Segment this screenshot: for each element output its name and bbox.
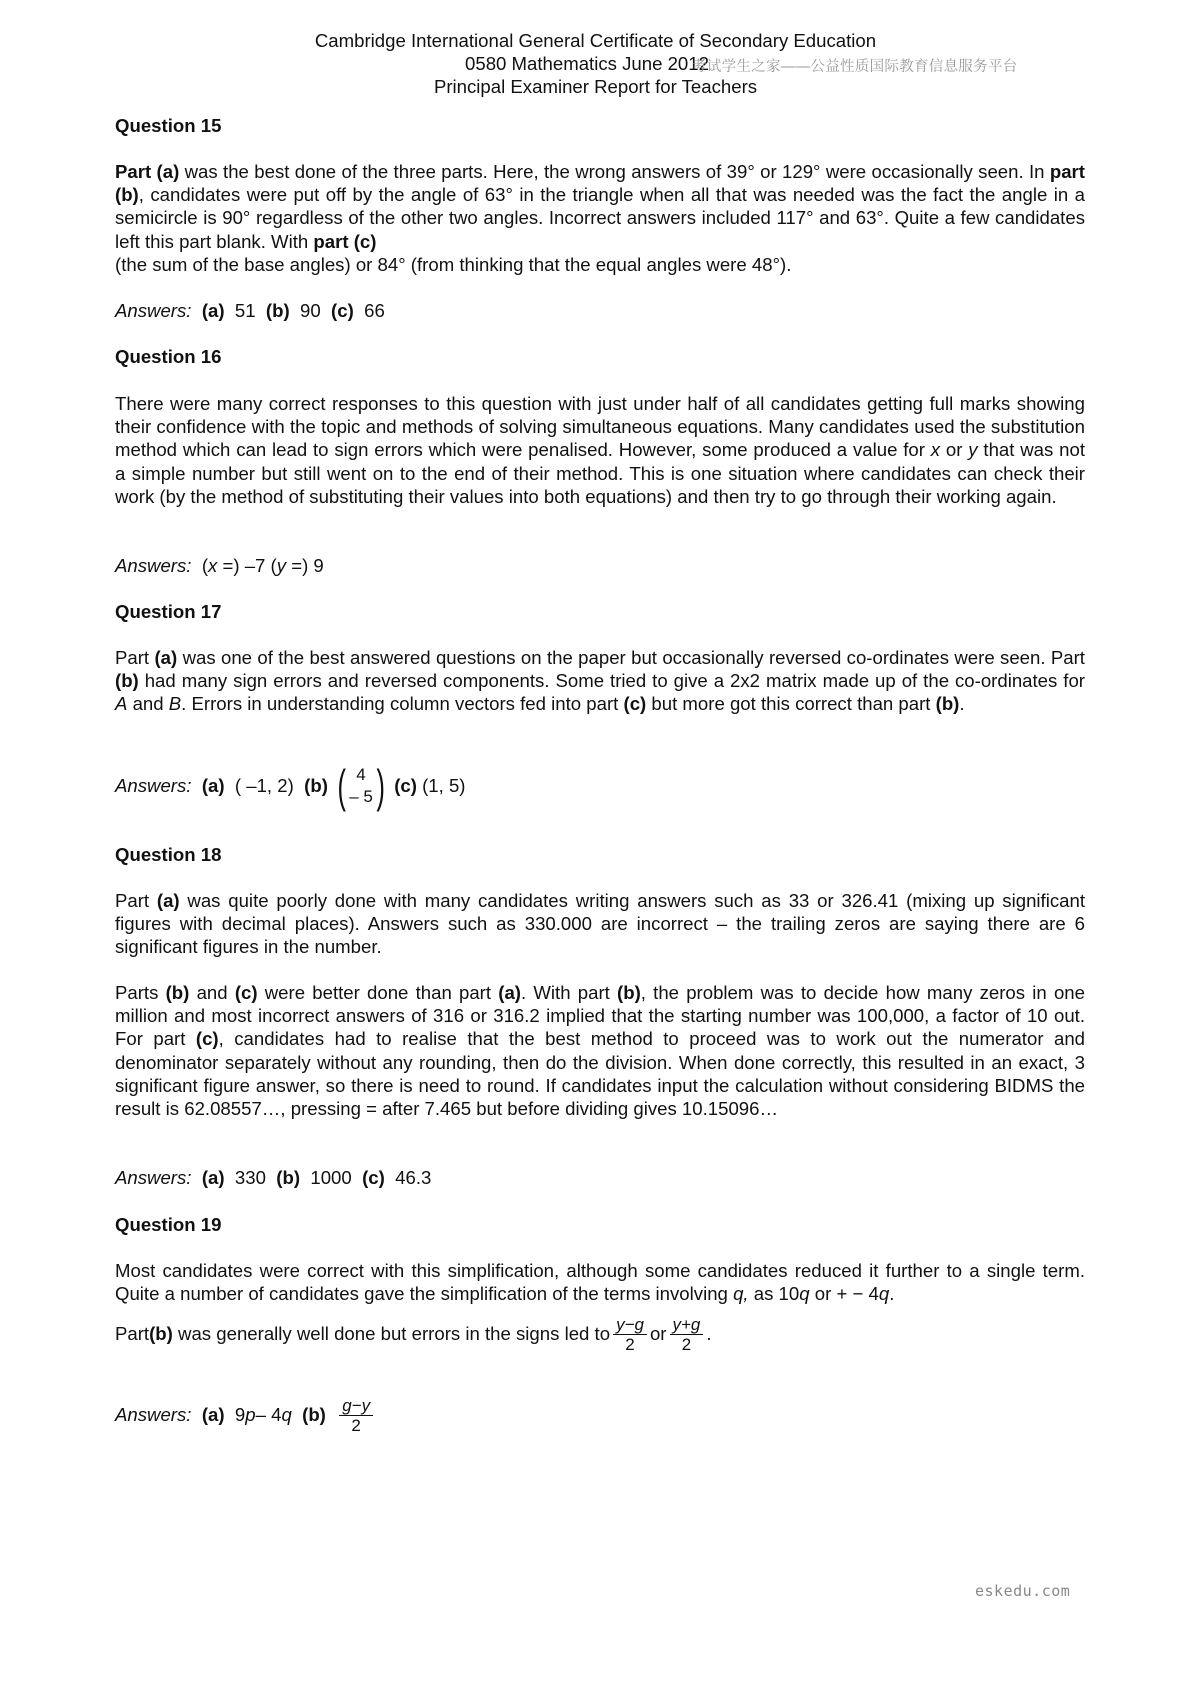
q19-paragraph2: [115, 1312, 1085, 1356]
q18-text: , the problem was to decide how many zeros in one million and most incorrect answers of 316 or 316.2 implied that the starting number was 100,000, a factor of 10 out. For part: [115, 982, 1085, 1050]
answer-part-label: (c): [394, 775, 417, 797]
answer-text: 9: [234, 1404, 246, 1426]
q18-part-b: (b): [617, 982, 641, 1003]
fraction-denominator: 2: [681, 1334, 692, 1354]
q18-text: and: [189, 982, 235, 1003]
answer-part-label: (a): [201, 1167, 225, 1188]
q19-part-b: (b): [149, 1323, 173, 1345]
q17-text: Part: [115, 647, 155, 668]
q16-text: or: [940, 439, 969, 461]
fraction-numerator: y+g: [670, 1315, 704, 1335]
q17-text: and: [127, 693, 169, 715]
q19-text: .: [706, 1323, 712, 1345]
answer-part-label: (a): [201, 775, 225, 797]
q15-part-a: Part (a): [115, 161, 180, 182]
var-q: q,: [733, 1283, 749, 1305]
q18-part-a: (a): [498, 982, 521, 1003]
answers-label: Answers:: [115, 1404, 192, 1426]
var-q: q: [799, 1283, 810, 1305]
q19-text: or + − 4: [809, 1283, 879, 1305]
var-y: y: [276, 555, 287, 576]
answer-text: =) 9: [286, 555, 324, 576]
answer-value: 51: [234, 300, 256, 321]
q15-title: Question 15: [115, 115, 222, 136]
fraction-numerator: y−g: [613, 1315, 647, 1335]
answers-label: Answers:: [115, 775, 192, 797]
q17-part-c: (c): [623, 693, 647, 715]
report-header-line2: 0580 Mathematics June 2012: [465, 53, 709, 74]
var-y: y: [968, 439, 978, 461]
q18-title: Question 18: [115, 844, 222, 865]
answer-part-label: (a): [201, 1404, 225, 1426]
q15-paragraph: [115, 160, 1085, 276]
var-x: x: [930, 439, 941, 461]
q16-paragraph: [115, 392, 1085, 508]
fraction-y-minus-g: [613, 1315, 647, 1354]
q17-part-b: (b): [115, 670, 139, 692]
q16-answers: [115, 554, 1085, 577]
q17-part-a: (a): [154, 647, 178, 668]
q17-text: .: [959, 693, 965, 715]
answer-text: (: [201, 555, 209, 576]
vector-top: 4: [356, 765, 366, 784]
report-header-line1: Cambridge International General Certificate of Secondary Education: [314, 30, 877, 51]
q16-text: that was not a simple number but still went on to the end of their method. This is one situation where candidates can check their work (by the method of substituting their values into both equations) and then try to go through their working again.: [115, 439, 1085, 507]
q18-text: , candidates had to realise that the best method to proceed was to work out the numerator and denominator separately without any rounding, then do the division. When done correctly, this resulted in an exact, 3 significant figure answer, so there is need to round. If candidates input the calculation without considering BIDMS the result is 62.08557…, pressing = after 7.465 but before dividing gives 10.15096…: [115, 1028, 1085, 1120]
var-q: q: [281, 1404, 292, 1426]
fraction-g-minus-y: [339, 1396, 373, 1435]
answer-part-label: (b): [276, 1167, 301, 1188]
q18-part-a: (a): [156, 890, 180, 911]
q18-paragraph2: [115, 981, 1085, 1120]
q18-text: Part: [115, 890, 157, 911]
vector-cells: [349, 764, 373, 808]
var-q: q: [878, 1283, 890, 1305]
q18-text: Parts: [115, 982, 166, 1003]
q17-answers: [115, 760, 1085, 812]
watermark-text: 考试学生之家——公益性质国际教育信息服务平台: [692, 59, 1018, 75]
q18-paragraph1: [115, 889, 1085, 959]
var-p: p: [245, 1404, 256, 1426]
answer-value: 1000: [310, 1167, 352, 1188]
q18-text: . With part: [521, 982, 618, 1003]
answer-value: (1, 5): [422, 775, 466, 797]
q15-answers: [115, 299, 1085, 322]
q19-text: .: [889, 1283, 895, 1305]
report-header-line3: Principal Examiner Report for Teachers: [433, 76, 758, 97]
q18-text: was quite poorly done with many candidates writing answers such as 33 or 326.41 (mixing up significant figures with decimal places). Answers such as 330.000 are incorrect – the trailing zeros are saying there are 6 significant figures in the number.: [115, 890, 1085, 958]
q19-text: Most candidates were correct with this simplification, although some candidates reduced it further to a single term. Quite a number of candidates gave the simplification of the terms involving: [115, 1260, 1085, 1305]
q17-text: had many sign errors and reversed components. Some tried to give a 2x2 matrix made up of the co-ordinates for: [138, 670, 1085, 692]
answers-label: Answers:: [115, 300, 192, 321]
answer-value: 330: [234, 1167, 266, 1188]
point-b: B: [168, 693, 182, 715]
answer-part-label: (b): [265, 300, 290, 321]
q17-paragraph: [115, 646, 1085, 716]
answer-value: 90: [300, 300, 321, 321]
q17-title: Question 17: [115, 601, 222, 622]
footer-watermark: eskedu.com: [975, 1582, 1071, 1600]
q19-text: Part: [115, 1323, 150, 1345]
answer-value: 66: [364, 300, 385, 321]
q18-part-b: (b): [165, 982, 190, 1003]
fraction-denominator: 2: [625, 1334, 635, 1354]
answer-text: =) –7 (: [217, 555, 277, 576]
answer-part-label: (b): [302, 1404, 326, 1426]
q18-part-c: (c): [195, 1028, 219, 1050]
left-paren: (: [337, 760, 346, 812]
fraction-numerator: g−y: [339, 1396, 373, 1416]
q19-text: as 10: [748, 1283, 800, 1305]
q17-text: . Errors in understanding column vectors fed into part: [181, 693, 624, 715]
q15-text: was the best done of the three parts. Here, the wrong answers of 39° or 129° were occasionally seen. In: [179, 161, 1050, 182]
column-vector: [334, 760, 388, 812]
q15-part-b: part (b): [115, 161, 1085, 206]
q17-part-b: (b): [935, 693, 960, 715]
right-paren: ): [376, 760, 385, 812]
answers-label: Answers:: [115, 1167, 192, 1188]
var-x: x: [208, 555, 218, 576]
q17-text: was one of the best answered questions on the paper but occasionally reversed co-ordinates were seen. Part: [177, 647, 1085, 668]
fraction-denominator: 2: [351, 1415, 361, 1435]
q15-text: , candidates were put off by the angle of 63° in the triangle when all that was needed was the fact the angle in a semicircle is 90° regardless of the other two angles. Incorrect answers included 117° and 63°. Quite a few candidates left this part blank. With: [115, 184, 1085, 252]
q19-text: or: [649, 1323, 667, 1345]
q19-paragraph1: [115, 1259, 1085, 1305]
q18-part-c: (c): [234, 982, 258, 1003]
q19-title: Question 19: [115, 1214, 222, 1235]
q15-text: (the sum of the base angles) or 84° (from thinking that the equal angles were 48°).: [115, 253, 792, 275]
answers-label: Answers:: [115, 555, 192, 576]
point-a: A: [115, 693, 128, 715]
answer-value: 46.3: [395, 1167, 432, 1188]
q18-answers: [115, 1166, 1085, 1189]
answer-value: ( –1, 2): [234, 775, 294, 797]
answer-part-label: (c): [331, 300, 354, 321]
q15-part-c: part (c): [313, 230, 377, 252]
q19-answers: [115, 1392, 1085, 1438]
q19-text: was generally well done but errors in the signs led to: [178, 1323, 611, 1345]
q18-text: were better done than part: [257, 982, 499, 1003]
answer-part-label: (c): [362, 1167, 385, 1188]
q16-title: Question 16: [115, 346, 222, 367]
fraction-y-plus-g: [670, 1315, 704, 1354]
vector-bottom: – 5: [349, 787, 373, 806]
q17-text: but more got this correct than part: [646, 693, 936, 715]
answer-part-label: (b): [304, 775, 328, 797]
answer-text: – 4: [255, 1404, 282, 1426]
answer-part-label: (a): [201, 300, 225, 321]
q16-text: There were many correct responses to this question with just under half of all candidates getting full marks showing their confidence with the topic and methods of solving simultaneous equations. Many candidates used the substitution method which can lead to sign errors which were penalised. However, some produced a value for: [115, 393, 1085, 461]
